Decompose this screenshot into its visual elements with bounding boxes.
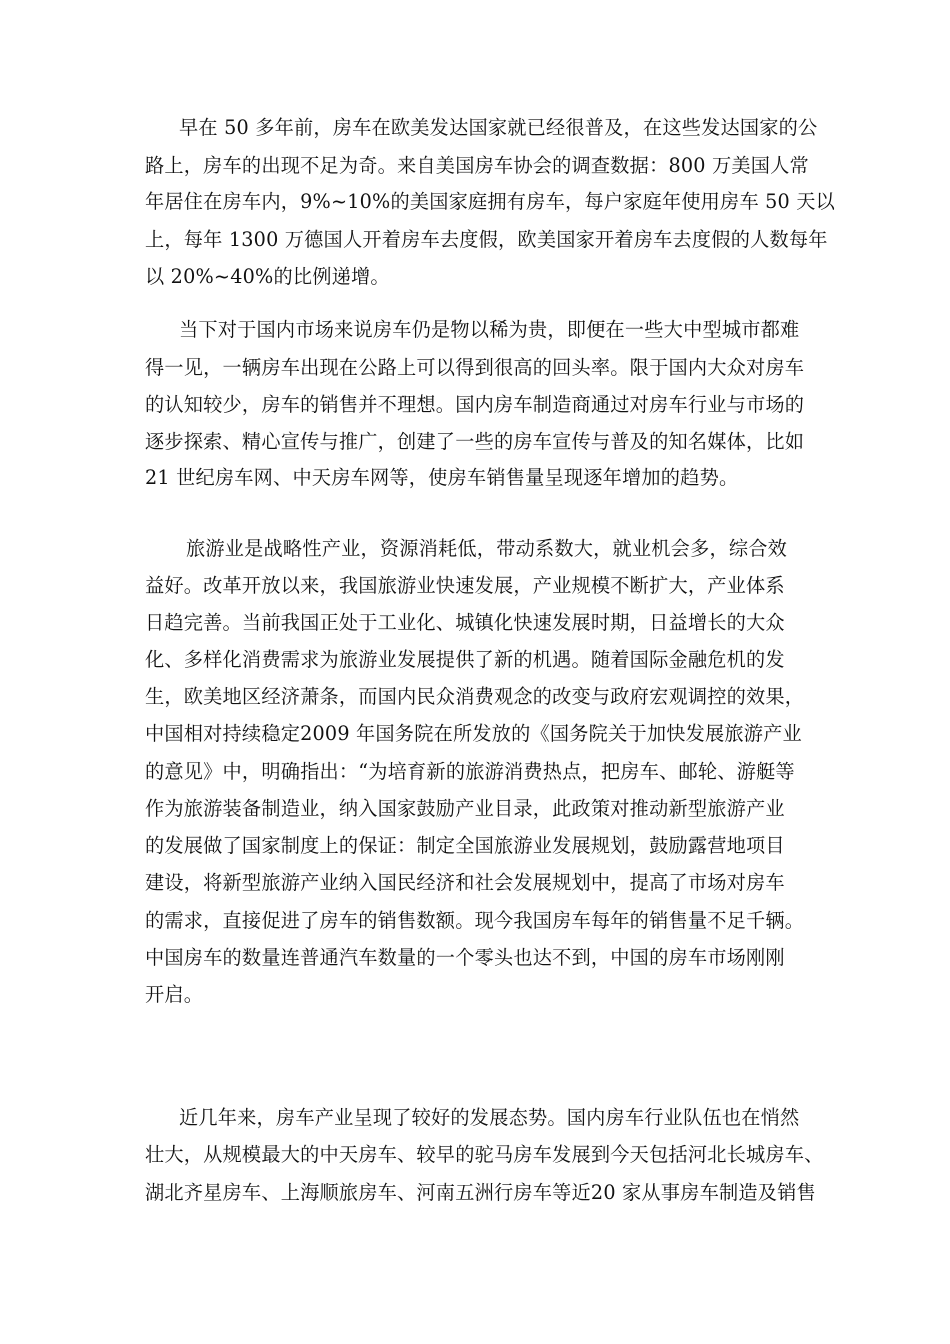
text-line: 生，欧美地区经济萧条，而国内民众消费观念的改变与政府宏观调控的效果， bbox=[145, 685, 805, 708]
text-line: 旅游业是战略性产业，资源消耗低，带动系数大，就业机会多，综合效 bbox=[186, 537, 788, 560]
text-line: 中国相对持续稳定2009 年国务院在所发放的《国务院关于加快发展旅游产业 bbox=[145, 722, 802, 745]
text-line: 日趋完善。当前我国正处于工业化、城镇化快速发展时期，日益增长的大众 bbox=[145, 611, 785, 634]
text-line: 逐步探索、精心宣传与推广，创建了一些的房车宣传与普及的知名媒体，比如 bbox=[145, 430, 805, 453]
text-line: 益好。改革开放以来，我国旅游业快速发展，产业规模不断扩大，产业体系 bbox=[145, 574, 785, 597]
text-line: 的认知较少，房车的销售并不理想。国内房车制造商通过对房车行业与市场的 bbox=[145, 393, 805, 416]
text-line: 的意见》中，明确指出：“为培育新的旅游消费热点，把房车、邮轮、游艇等 bbox=[145, 760, 795, 783]
text-line: 路上，房车的出现不足为奇。来自美国房车协会的调查数据：800 万美国人常 bbox=[145, 154, 809, 177]
text-line: 年居住在房车内，9%~10%的美国家庭拥有房车，每户家庭年使用房车 50 天以 bbox=[145, 190, 836, 213]
text-line: 的需求，直接促进了房车的销售数额。现今我国房车每年的销售量不足千辆。 bbox=[145, 909, 805, 932]
text-line: 以 20%~40%的比例递增。 bbox=[145, 265, 390, 288]
text-line: 化、多样化消费需求为旅游业发展提供了新的机遇。随着国际金融危机的发 bbox=[145, 648, 785, 671]
text-line: 当下对于国内市场来说房车仍是物以稀为贵，即便在一些大中型城市都难 bbox=[179, 318, 800, 341]
text-line: 壮大，从规模最大的中天房车、较早的驼马房车发展到今天包括河北长城房车、 bbox=[145, 1143, 824, 1166]
text-line: 建设，将新型旅游产业纳入国民经济和社会发展规划中，提高了市场对房车 bbox=[145, 871, 785, 894]
text-line: 早在 50 多年前，房车在欧美发达国家就已经很普及，在这些发达国家的公 bbox=[179, 116, 818, 139]
text-line: 中国房车的数量连普通汽车数量的一个零头也达不到，中国的房车市场刚刚 bbox=[145, 946, 785, 969]
text-line: 作为旅游装备制造业，纳入国家鼓励产业目录，此政策对推动新型旅游产业 bbox=[145, 797, 785, 820]
text-line: 湖北齐星房车、上海顺旅房车、河南五洲行房车等近20 家从事房车制造及销售 bbox=[145, 1181, 816, 1204]
text-line: 得一见，一辆房车出现在公路上可以得到很高的回头率。限于国内大众对房车 bbox=[145, 356, 805, 379]
text-line: 的发展做了国家制度上的保证：制定全国旅游业发展规划，鼓励露营地项目 bbox=[145, 834, 785, 857]
text-line: 21 世纪房车网、中天房车网等，使房车销售量呈现逐年增加的趋势。 bbox=[145, 466, 739, 489]
text-line: 开启。 bbox=[145, 983, 204, 1006]
text-line: 近几年来，房车产业呈现了较好的发展态势。国内房车行业队伍也在悄然 bbox=[179, 1106, 800, 1129]
text-line: 上，每年 1300 万德国人开着房车去度假，欧美国家开着房车去度假的人数每年 bbox=[145, 228, 828, 251]
